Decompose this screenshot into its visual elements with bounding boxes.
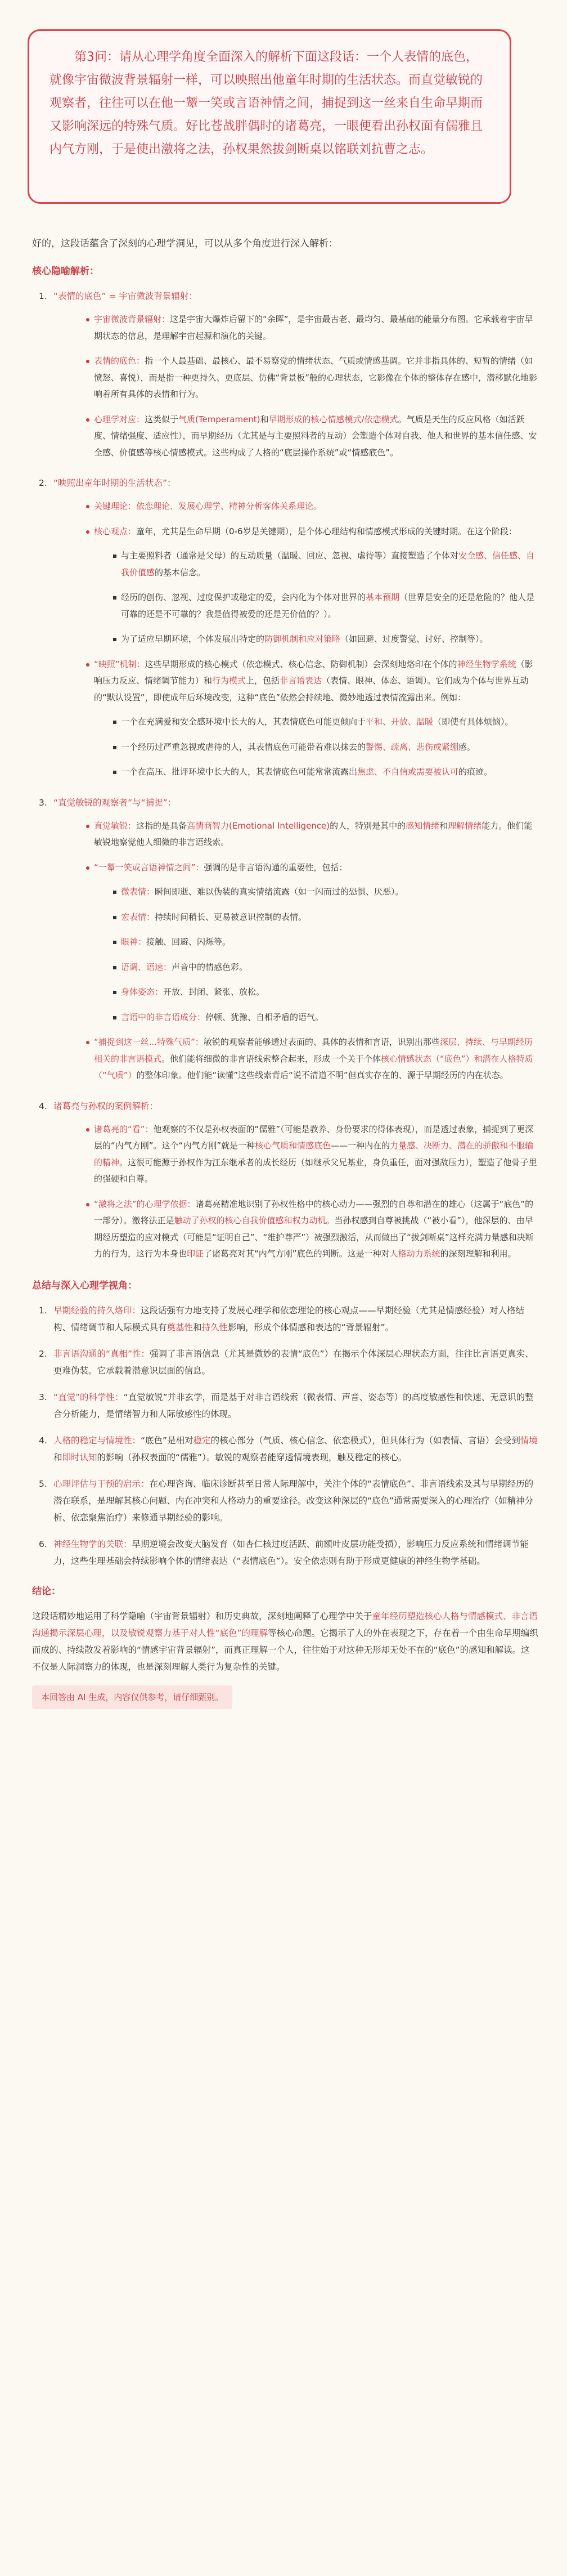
sub-item: 与主要照料者（通常是父母）的互动质量（温暖、回应、忽视、虐待等）直接塑造了个体对安全感、信任感、自我价值感的基本信念。 [94, 548, 538, 581]
summary-list [32, 1302, 538, 1569]
sub-item: 一个在充满爱和安全感环境中长大的人，其表情底色可能更倾向于平和、开放、温暖（即使有具体烦恼）。 [94, 714, 538, 731]
point-1: 1. “表情的底色” = 宇宙微波背景辐射： 宇宙微波背景辐射：这是宇宙大爆炸后留下的“余晖”，是宇宙最古老、最均匀、最基础的能量分布图。它承载着宇宙早期状态的信息，是理解宇宙起源和演化的关键。 表情的底色：指一个人最基础、最核心、最不易察觉的情绪状态、气质或情感基调。它并非指具体的、短暂的情绪（如愤怒、喜悦），而是指一种更持久、更底层、仿佛“背景板”般的心理状态，它影像在个体的整体存在感中，潜移默化地影响着所有具体的表情和行为。 心理学对应：这类似于气质(Temperament)和早期形成的核心情感模式/依恋模式。气质是天生的反应风格（如活跃度、情绪强度、适应性），而早期经历（尤其是与主要照料者的互动）会塑造个体对自我、他人和世界的基本信任感、安全感、价值感等核心情感模式。这些构成了人格的“底层操作系统”或“情感底色”。 [32, 288, 538, 461]
point-title: “表情的底色” = 宇宙微波背景辐射： [53, 291, 197, 301]
summary-item: 2. 非言语沟通的“真相”性：强调了非言语信息（尤其是微妙的表情“底色”）在揭示个体深层心理状态方面，往往比言语更真实、更难伪装。它承载着潜意识层面的信息。 [39, 1348, 534, 1376]
list-item: “激将之法”的心理学依据：诸葛亮精准地识别了孙权性格中的核心动力——强烈的自尊和潜在的雄心（这属于“底色”的一部分）。激将法正是触动了孙权的核心自我价值感和权力动机。当孙权感到自尊被挑战（“被小看”），他深层的、由早期经历塑造的应对模式（可能是“证明自己”、“维护尊严”）被强烈激活，从而做出了“拔剑断桌”这样充满力量感和决断力的行为，这行为本身也印证了诸葛亮对其“内气方刚”底色的判断。这是一种对人格动力系统的深刻理解和利用。 [53, 1196, 538, 1263]
bullet-list [53, 498, 538, 781]
list-item: “捕捉到这一丝...特殊气质”：敏锐的观察者能够透过表面的、具体的表情和言语，识别出那些深层、持续、与早期经历相关的非言语模式。他们能将细微的非言语线索整合起来，形成一个关于个体核心情感状态（“底色”）和潜在人格特质（“气质”）的整体印象。他们能“读懂”这些线索背后“说不清道不明”但真实存在的、源于早期经历的内在状态。 [53, 1034, 538, 1084]
section-heading-summary: 总结与深入心理学视角： [32, 1280, 137, 1291]
list-item: “一颦一笑或言语神情之间”：强调的是非言语沟通的重要性，包括： 微表情：瞬间即逝、难以伪装的真实情绪流露（如一闪而过的恐惧、厌恶）。 宏表情：持续时间稍长、更易被意识控制的表情。 眼神：接触、回避、闪烁等。 语调、语速：声音中的情感色彩。 身体姿态：开放、封闭、紧张、放松。 言语中的非言语成分：停顿、犹豫、自相矛盾的语气。 [53, 860, 538, 1026]
sub-item: 经历的创伤、忽视、过度保护或稳定的爱，会内化为个体对世界的基本预期（世界是安全的还是危险的？他人是可靠的还是不可靠的？我是值得被爱的还是无价值的？）。 [94, 589, 538, 623]
conclusion-paragraph: 这段话精妙地运用了科学隐喻（宇宙背景辐射）和历史典故，深刻地阐释了心理学中关于童年经历塑造核心人格与情感模式、非言语沟通揭示深层心理，以及敏锐观察力基于对人性“底色”的理解等核心命题。它揭示了人的外在表现之下，存在着一个由生命早期编织而成的、持续散发着影响的“情感宇宙背景辐射”，而真正理解一个人，往往始于对这种无形却无处不在的“底色”的感知和解读。这不仅是人际洞察力的体现，也是深刻理解人类行为复杂性的关键。 [32, 1611, 538, 1672]
ai-disclaimer-badge: 本回答由 AI 生成，内容仅供参考，请仔细甄别。 [32, 1685, 232, 1709]
summary-item: 3. “直觉”的科学性：“直觉敏锐”并非玄学，而是基于对非言语线索（微表情、声音、姿态等）的高度敏感性和快速、无意识的整合分析能力，是情绪智力和人际敏感性的体现。 [39, 1392, 534, 1419]
core-points-list [32, 288, 538, 1263]
list-item: 直觉敏锐：这指的是具备高情商智力(Emotional Intelligence)的人，特别是其中的感知情绪和理解情绪能力。他们能敏锐地察觉他人细微的非言语线索。 [53, 818, 538, 851]
summary-item: 5. 心理评估与干预的启示：在心理咨询、临床诊断甚至日常人际理解中，关注个体的“表情底色”、非言语线索及其与早期经历的潜在联系，是理解其核心问题、内在冲突和人格动力的重要途径。改变这种深层的“底色”通常需要深入的心理治疗（如精神分析、依恋聚焦治疗）来修通早期经验的影响。 [39, 1478, 534, 1523]
bullet-list [53, 818, 538, 1084]
section-heading-conclusion: 结论： [32, 1585, 61, 1597]
question-callout [28, 29, 511, 204]
point-3: 3. “直觉敏锐的观察者”与“捕捉”： 直觉敏锐：这指的是具备高情商智力(Emotional Intelligence)的人，特别是其中的感知情绪和理解情绪能力。他们能敏锐地察觉他人细微的非言语线索。 “一颦一笑或言语神情之间”：强调的是非言语沟通的重要性，包括： 微表情：瞬间即逝、难以伪装的真实情绪流露（如一闪而过的恐惧、厌恶）。 宏表情：持续时间稍长、更易被意识控制的表情。 眼神：接触、回避、闪烁等。 语调、语速：声音中的情感色彩。 身体姿态：开放、封闭、紧张、放松。 言语中的非言语成分：停顿、犹豫、自相矛盾的语气。 “捕捉到这一丝...特殊气质”：敏锐的观察者能够透过表面的、具体的表情和言语，识别出那些深层、持续、与早期经历相关的非言语模式。他们能将细微的非言语线索整合起来，形成一个关于个体核心情感状态（“底色”）和潜在人格特质（“气质”）的整体印象。他们能“读懂”这些线索背后“说不清道不明”但真实存在的、源于早期经历的内在状态。 [32, 794, 538, 1084]
point-title: “直觉敏锐的观察者”与“捕捉”： [53, 797, 177, 808]
sub-item: 一个在高压、批评环境中长大的人，其表情底色可能常常流露出焦虑、不自信或需要被认可的痕迹。 [94, 764, 538, 781]
sub-item: 眼神：接触、回避、闪烁等。 [94, 934, 538, 951]
sub-list [94, 548, 538, 648]
list-item: “映照”机制：这些早期形成的核心模式（依恋模式、核心信念、防御机制）会深刻地烙印在个体的神经生物学系统（影响压力反应、情绪调节能力）和行为模式上，包括非言语表达（表情、眼神、体态、语调）。它们成为个体与世界互动的“默认设置”，即使成年后环境改变，这种“底色”依然会持续地、微妙地透过表情流露出来。例如： 一个在充满爱和安全感环境中长大的人，其表情底色可能更倾向于平和、开放、温暖（即使有具体烦恼）。 一个经历过严重忽视或虐待的人，其表情底色可能带着难以抹去的警惕、疏离、悲伤或紧绷感。 一个在高压、批评环境中长大的人，其表情底色可能常常流露出焦虑、不自信或需要被认可的痕迹。 [53, 656, 538, 781]
list-item: 表情的底色：指一个人最基础、最核心、最不易察觉的情绪状态、气质或情感基调。它并非指具体的、短暂的情绪（如愤怒、喜悦），而是指一种更持久、更底层、仿佛“背景板”般的心理状态，它影像在个体的整体存在感中，潜移默化地影响着所有具体的表情和行为。 [53, 353, 538, 403]
sub-item: 宏表情：持续时间稍长、更易被意识控制的表情。 [94, 909, 538, 926]
sub-list [94, 714, 538, 781]
sub-list [94, 884, 538, 1026]
point-title: 诸葛亮与孙权的案例解析： [53, 1101, 159, 1111]
sub-item: 身体姿态：开放、封闭、紧张、放松。 [94, 984, 538, 1001]
bullet-list [53, 1121, 538, 1263]
point-title: “映照出童年时期的生活状态”： [53, 478, 176, 488]
section-heading-core-metaphor: 核心隐喻解析： [32, 266, 99, 277]
point-2: 2. “映照出童年时期的生活状态”： 关键理论：依恋理论、发展心理学、精神分析客体关系理论。 核心观点：童年，尤其是生命早期（0-6岁是关键期），是个体心理结构和情感模式形成的关键时期。在这个阶段： 与主要照料者（通常是父母）的互动质量（温暖、回应、忽视、虐待等）直接塑造了个体对安全感、信任感、自我价值感的基本信念。 经历的创伤、忽视、过度保护或稳定的爱，会内化为个体对世界的基本预期（世界是安全的还是危险的？他人是可靠的还是不可靠的？我是值得被爱的还是无价值的？）。 为了适应早期环境，个体发展出特定的防御机制和应对策略（如回避、过度警觉、讨好、控制等）。 “映照”机制：这些早期形成的核心模式（依恋模式、核心信念、防御机制）会深刻地烙印在个体的神经生物学系统（影响压力反应、情绪调节能力）和行为模式上，包括非言语表达（表情、眼神、体态、语调）。它们成为个体与世界互动的“默认设置”，即使成年后环境改变，这种“底色”依然会持续地、微妙地透过表情流露出来。例如： 一个在充满爱和安全感环境中长大的人，其表情底色可能更倾向于平和、开放、温暖（即使有具体烦恼）。 一个经历过严重忽视或虐待的人，其表情底色可能带着难以抹去的警惕、疏离、悲伤或紧绷感。 一个在高压、批评环境中长大的人，其表情底色可能常常流露出焦虑、不自信或需要被认可的痕迹。 [32, 475, 538, 781]
sub-item: 微表情：瞬间即逝、难以伪装的真实情绪流露（如一闪而过的恐惧、厌恶）。 [94, 884, 538, 901]
point-4: 4. 诸葛亮与孙权的案例解析： 诸葛亮的“看”：他观察的不仅是孙权表面的“儒雅”（可能是教养、身份要求的得体表现），而是透过表象，捕捉到了更深层的“内气方刚”。这个“内气方刚”就是一种核心气质和情感底色——一种内在的力量感、决断力、潜在的骄傲和不服输的精神。这很可能源于孙权作为江东继承者的成长经历（如继承父兄基业，身负重任，面对强敌压力），塑造了他骨子里的强硬和自尊。 “激将之法”的心理学依据：诸葛亮精准地识别了孙权性格中的核心动力——强烈的自尊和潜在的雄心（这属于“底色”的一部分）。激将法正是触动了孙权的核心自我价值感和权力动机。当孙权感到自尊被挑战（“被小看”），他深层的、由早期经历塑造的应对模式（可能是“证明自己”、“维护尊严”）被强烈激活，从而做出了“拔剑断桌”这样充满力量感和决断力的行为，这行为本身也印证了诸葛亮对其“内气方刚”底色的判断。这是一种对人格动力系统的深刻理解和利用。 [32, 1098, 538, 1263]
answer-body [32, 235, 538, 1709]
summary-item: 6. 神经生物学的关联：早期逆境会改变大脑发育（如杏仁核过度活跃、前额叶皮层功能受损），影响压力反应系统和情绪调节能力，这些生理基础会持续影响个体的情绪表达（“表情底色”）。安全依恋则有助于形成更健康的神经生物学基础。 [39, 1539, 529, 1566]
list-item: 宇宙微波背景辐射：这是宇宙大爆炸后留下的“余晖”，是宇宙最古老、最均匀、最基础的能量分布图。它承载着宇宙早期状态的信息，是理解宇宙起源和演化的关键。 [53, 311, 538, 345]
list-item: 诸葛亮的“看”：他观察的不仅是孙权表面的“儒雅”（可能是教养、身份要求的得体表现），而是透过表象，捕捉到了更深层的“内气方刚”。这个“内气方刚”就是一种核心气质和情感底色——一种内在的力量感、决断力、潜在的骄傲和不服输的精神。这很可能源于孙权作为江东继承者的成长经历（如继承父兄基业，身负重任，面对强敌压力），塑造了他骨子里的强硬和自尊。 [53, 1121, 538, 1188]
summary-item: 1. 早期经验的持久烙印：这段话强有力地支持了发展心理学和依恋理论的核心观点——早期经验（尤其是情感经验）对人格结构、情绪调节和人际模式具有奠基性和持久性影响，形成个体情感和表达的“背景辐射”。 [39, 1305, 525, 1332]
answer-intro: 好的，这段话蕴含了深刻的心理学洞见，可以从多个角度进行深入解析： [32, 238, 338, 249]
list-item: 心理学对应：这类似于气质(Temperament)和早期形成的核心情感模式/依恋模式。气质是天生的反应风格（如活跃度、情绪强度、适应性），而早期经历（尤其是与主要照料者的互动）会塑造个体对自我、他人和世界的基本信任感、安全感、价值感等核心情感模式。这些构成了人格的“底层操作系统”或“情感底色”。 [53, 412, 538, 462]
list-item: 关键理论：依恋理论、发展心理学、精神分析客体关系理论。 [53, 498, 538, 515]
sub-item: 一个经历过严重忽视或虐待的人，其表情底色可能带着难以抹去的警惕、疏离、悲伤或紧绷感。 [94, 739, 538, 756]
list-item: 核心观点：童年，尤其是生命早期（0-6岁是关键期），是个体心理结构和情感模式形成的关键时期。在这个阶段： 与主要照料者（通常是父母）的互动质量（温暖、回应、忽视、虐待等）直接塑造了个体对安全感、信任感、自我价值感的基本信念。 经历的创伤、忽视、过度保护或稳定的爱，会内化为个体对世界的基本预期（世界是安全的还是危险的？他人是可靠的还是不可靠的？我是值得被爱的还是无价值的？）。 为了适应早期环境，个体发展出特定的防御机制和应对策略（如回避、过度警觉、讨好、控制等）。 [53, 524, 538, 648]
bullet-list [53, 311, 538, 461]
question-text: 第3问：请从心理学角度全面深入的解析下面这段话：一个人表情的底色，就像宇宙微波背景辐射一样，可以映照出他童年时期的生活状态。而直觉敏锐的观察者，往往可以在他一颦一笑或言语神情之间，捕捉到这一丝来自生命早期而又影响深远的特殊气质。好比苍战胖偶时的诸葛亮，一眼便看出孙权面有儒雅且内气方刚，于是使出激将之法，孙权果然拔剑断桌以铭联刘抗曹之志。 [50, 50, 483, 156]
sub-item: 语调、语速：声音中的情感色彩。 [94, 959, 538, 976]
summary-item: 4. 人格的稳定与情境性：“底色”是相对稳定的核心部分（气质、核心信念、依恋模式），但具体行为（如表情、言语）会受到情境和即时认知的影响（孙权表面的“儒雅”）。敏锐的观察者能穿透情境表现，触及稳定的核心。 [39, 1435, 538, 1463]
sub-item: 为了适应早期环境，个体发展出特定的防御机制和应对策略（如回避、过度警觉、讨好、控制等）。 [94, 631, 538, 648]
sub-item: 言语中的非言语成分：停顿、犹豫、自相矛盾的语气。 [94, 1009, 538, 1026]
